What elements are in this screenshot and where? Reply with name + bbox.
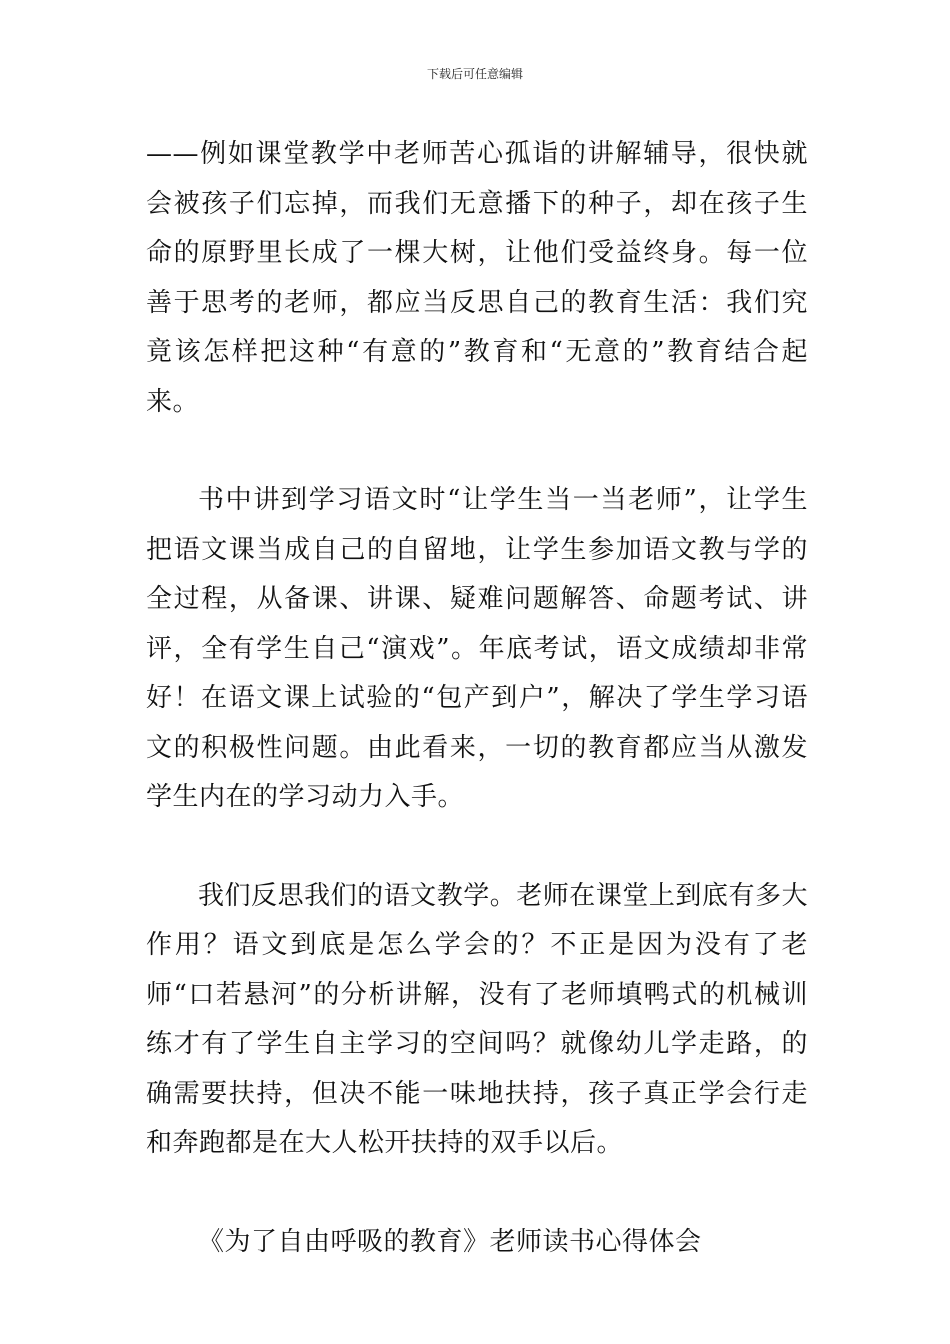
paragraph-gap [146,427,808,476]
page-header: 下载后可任意编辑 [426,67,523,81]
document-title: 《为了自由呼吸的教育》老师读书心得体会 [198,1226,702,1257]
document-body [146,130,808,1267]
paragraph-gap [146,1169,808,1218]
paragraph-gap [146,823,808,872]
paragraph-3: 我们反思我们的语文教学。老师在课堂上到底有多大作用？语文到底是怎么学会的？不正是因为没有了老师“口若悬河”的分析讲解，没有了老师填鸭式的机械训练才有了学生自主学习的空间吗？就像幼儿学走路，的确需要扶持，但决不能一味地扶持，孩子真正学会行走和奔跑都是在大人松开扶持的双手以后。 [146,880,808,1158]
paragraph-2: 书中讲到学习语文时“让学生当一当老师”，让学生把语文课当成自己的自留地，让学生参加语文教与学的全过程，从备课、讲课、疑难问题解答、命题考试、讲评，全有学生自己“演戏”。年底考试，语文成绩却非常好！在语文课上试验的“包产到户”，解决了学生学习语文的积极性问题。由此看来，一切的教育都应当从激发学生内在的学习动力入手。 [146,485,808,812]
paragraph-1: ——例如课堂教学中老师苦心孤诣的讲解辅导，很快就会被孩子们忘掉，而我们无意播下的种子，却在孩子生命的原野里长成了一棵大树，让他们受益终身。每一位善于思考的老师，都应当反思自己的教育生活：我们究竟该怎样把这种“有意的”教育和“无意的”教育结合起来。 [146,139,808,417]
